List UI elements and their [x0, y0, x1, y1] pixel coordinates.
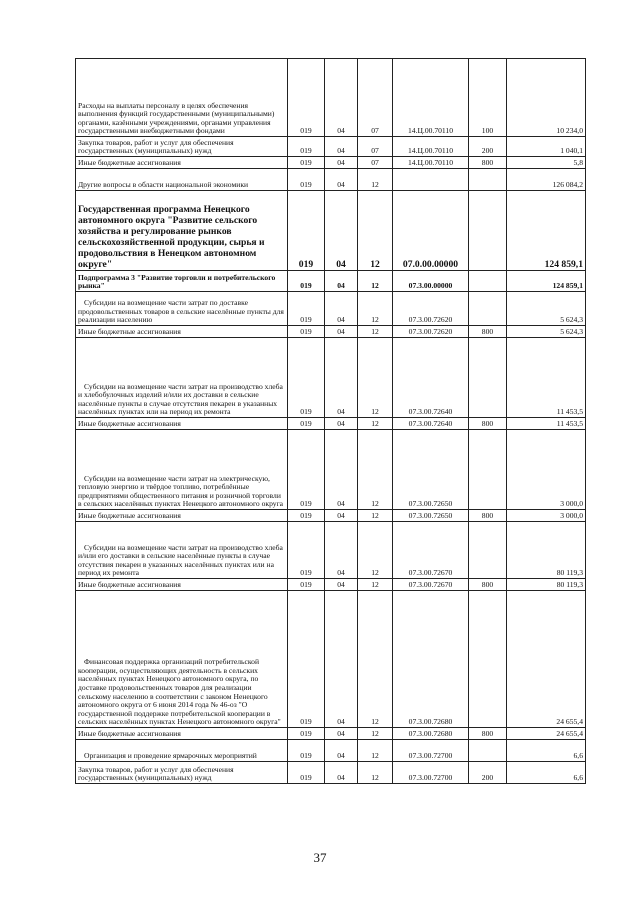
row-chapter: 019: [288, 326, 325, 338]
row-chapter: 019: [288, 510, 325, 522]
table-row: [76, 430, 586, 510]
row-chapter: 019: [288, 762, 325, 784]
row-subsection: 12: [358, 191, 393, 271]
row-section: 04: [325, 430, 358, 510]
row-target-article: 07.3.00.00000: [393, 271, 469, 292]
row-expense-type: [469, 522, 507, 579]
row-amount: 126 084,2: [507, 169, 586, 191]
table-row: [76, 157, 586, 169]
row-chapter: 019: [288, 418, 325, 430]
row-name: Закупка товаров, работ и услуг для обеспечения государственных (муниципальных) нужд: [76, 137, 288, 157]
row-expense-type: 200: [469, 137, 507, 157]
row-target-article: 14.Ц.00.70110: [393, 157, 469, 169]
row-amount: 11 453,5: [507, 338, 586, 418]
page-number: 37: [313, 850, 327, 865]
row-subsection: 12: [358, 522, 393, 579]
row-target-article: 07.3.00.72650: [393, 430, 469, 510]
row-name: Иные бюджетные ассигнования: [76, 728, 288, 740]
row-name: Иные бюджетные ассигнования: [76, 579, 288, 591]
row-target-article: 07.3.00.72650: [393, 510, 469, 522]
row-target-article: 07.3.00.72640: [393, 418, 469, 430]
row-name: Другие вопросы в области национальной экономики: [76, 169, 288, 191]
table-row: [76, 326, 586, 338]
row-name: Государственная программа Ненецкого автономного округа "Развитие сельского хозяйства и регулирование рынков сельскохозяйственной продукции, сырья и продовольствия в Ненецком автономном округе": [76, 191, 288, 271]
row-subsection: 07: [358, 157, 393, 169]
table-row: [76, 762, 586, 784]
row-target-article: 07.3.00.72620: [393, 292, 469, 326]
row-expense-type: [469, 430, 507, 510]
row-section: 04: [325, 157, 358, 169]
table-row: [76, 338, 586, 418]
row-target-article: 07.3.00.72680: [393, 728, 469, 740]
row-chapter: 019: [288, 430, 325, 510]
row-expense-type: 800: [469, 510, 507, 522]
row-amount: 3 000,0: [507, 430, 586, 510]
row-expense-type: [469, 591, 507, 728]
row-chapter: 019: [288, 338, 325, 418]
row-section: 04: [325, 137, 358, 157]
row-chapter: 019: [288, 579, 325, 591]
row-subsection: 12: [358, 271, 393, 292]
row-name: Организация и проведение ярмарочных мероприятий: [76, 740, 288, 762]
row-section: 04: [325, 591, 358, 728]
table-row: [76, 418, 586, 430]
row-name: Иные бюджетные ассигнования: [76, 510, 288, 522]
row-chapter: 019: [288, 292, 325, 326]
row-amount: 124 859,1: [507, 271, 586, 292]
row-subsection: 12: [358, 579, 393, 591]
row-target-article: 07.3.00.72700: [393, 762, 469, 784]
table-row: [76, 728, 586, 740]
row-section: 04: [325, 59, 358, 137]
row-chapter: 019: [288, 271, 325, 292]
row-amount: 80 119,3: [507, 579, 586, 591]
row-expense-type: [469, 271, 507, 292]
row-target-article: 07.3.00.72670: [393, 579, 469, 591]
row-chapter: 019: [288, 522, 325, 579]
row-section: 04: [325, 191, 358, 271]
row-name: Финансовая поддержка организаций потребительской кооперации, осуществляющих деятельность в сельских населённых пунктах Ненецкого автономного округа, по доставке продовольственных товаров для реализации сельскому населению в соответствии с законом Ненецкого автономного округа от 6 июня 2014 года № 46-оз "О государственной поддержке потребительской кооперации в сельских населённых пунктах Ненецкого автономного округа": [76, 591, 288, 728]
table-row: [76, 137, 586, 157]
row-name: Иные бюджетные ассигнования: [76, 157, 288, 169]
row-target-article: 14.Ц.00.70110: [393, 59, 469, 137]
row-subsection: 12: [358, 510, 393, 522]
row-amount: 5 624,3: [507, 292, 586, 326]
row-amount: 80 119,3: [507, 522, 586, 579]
row-amount: 124 859,1: [507, 191, 586, 271]
table-row: [76, 579, 586, 591]
row-name: Субсидии на возмещение части затрат по доставке продовольственных товаров в сельские населённые пункты для реализации населению: [76, 292, 288, 326]
row-amount: 11 453,5: [507, 418, 586, 430]
row-name: Субсидии на возмещение части затрат на производство хлеба и хлебобулочных изделий и/или их доставки в сельские населённые пункты в случае отсутствия пекарен в указанных населённых пунктах или на период их ремонта: [76, 338, 288, 418]
row-subsection: 07: [358, 137, 393, 157]
row-name: Иные бюджетные ассигнования: [76, 326, 288, 338]
row-section: 04: [325, 740, 358, 762]
row-name: Закупка товаров, работ и услуг для обеспечения государственных (муниципальных) нужд: [76, 762, 288, 784]
row-target-article: 07.3.00.72670: [393, 522, 469, 579]
row-subsection: 12: [358, 740, 393, 762]
row-chapter: 019: [288, 59, 325, 137]
row-section: 04: [325, 418, 358, 430]
row-expense-type: 800: [469, 728, 507, 740]
row-name: Расходы на выплаты персоналу в целях обеспечения выполнения функций государственными (муниципальными) органами, казёнными учреждениями, органами управления государственными внебюджетными фондами: [76, 59, 288, 137]
row-subsection: 12: [358, 338, 393, 418]
row-amount: 1 040,1: [507, 137, 586, 157]
row-section: 04: [325, 728, 358, 740]
row-section: 04: [325, 762, 358, 784]
row-amount: 5 624,3: [507, 326, 586, 338]
row-chapter: 019: [288, 169, 325, 191]
row-subsection: 12: [358, 430, 393, 510]
row-target-article: 07.0.00.00000: [393, 191, 469, 271]
row-section: 04: [325, 292, 358, 326]
row-section: 04: [325, 579, 358, 591]
row-amount: 10 234,0: [507, 59, 586, 137]
row-amount: 6,6: [507, 740, 586, 762]
row-section: 04: [325, 338, 358, 418]
row-chapter: 019: [288, 740, 325, 762]
row-target-article: 14.Ц.00.70110: [393, 137, 469, 157]
row-subsection: 12: [358, 169, 393, 191]
row-target-article: [393, 169, 469, 191]
row-expense-type: 800: [469, 579, 507, 591]
row-expense-type: [469, 740, 507, 762]
row-expense-type: [469, 169, 507, 191]
row-subsection: 12: [358, 292, 393, 326]
row-target-article: 07.3.00.72680: [393, 591, 469, 728]
row-chapter: 019: [288, 157, 325, 169]
row-amount: 3 000,0: [507, 510, 586, 522]
row-name: Подпрограмма 3 "Развитие торговли и потребительского рынка": [76, 271, 288, 292]
table-row: [76, 740, 586, 762]
table-row: [76, 271, 586, 292]
row-expense-type: [469, 191, 507, 271]
row-section: 04: [325, 510, 358, 522]
table-row: [76, 191, 586, 271]
row-section: 04: [325, 522, 358, 579]
row-subsection: 12: [358, 762, 393, 784]
row-target-article: 07.3.00.72620: [393, 326, 469, 338]
row-subsection: 12: [358, 418, 393, 430]
row-amount: 24 655,4: [507, 591, 586, 728]
row-name: Субсидии на возмещение части затрат на электрическую, тепловую энергию и твёрдое топливо, потреблённые предприятиями общественного питания и розничной торговли в сельских населённых пунктах Ненецкого автономного округа: [76, 430, 288, 510]
row-subsection: 12: [358, 326, 393, 338]
row-section: 04: [325, 169, 358, 191]
table-row: [76, 510, 586, 522]
table-row: [76, 522, 586, 579]
row-subsection: 12: [358, 591, 393, 728]
row-chapter: 019: [288, 728, 325, 740]
row-expense-type: 800: [469, 326, 507, 338]
row-section: 04: [325, 271, 358, 292]
row-expense-type: [469, 338, 507, 418]
row-chapter: 019: [288, 137, 325, 157]
row-expense-type: 800: [469, 157, 507, 169]
row-subsection: 07: [358, 59, 393, 137]
row-name: Субсидии на возмещение части затрат на производство хлеба и/или его доставки в сельские населённые пункты в случае отсутствия пекарен в указанных населённых пунктах или на период их ремонта: [76, 522, 288, 579]
budget-table: [75, 58, 586, 784]
row-amount: 5,8: [507, 157, 586, 169]
table-row: [76, 591, 586, 728]
row-section: 04: [325, 326, 358, 338]
row-chapter: 019: [288, 191, 325, 271]
row-expense-type: 100: [469, 59, 507, 137]
row-chapter: 019: [288, 591, 325, 728]
row-amount: 6,6: [507, 762, 586, 784]
row-name: Иные бюджетные ассигнования: [76, 418, 288, 430]
row-expense-type: [469, 292, 507, 326]
table-row: [76, 59, 586, 137]
row-amount: 24 655,4: [507, 728, 586, 740]
table-row: [76, 169, 586, 191]
row-target-article: 07.3.00.72700: [393, 740, 469, 762]
row-subsection: 12: [358, 728, 393, 740]
row-expense-type: 800: [469, 418, 507, 430]
row-target-article: 07.3.00.72640: [393, 338, 469, 418]
table-row: [76, 292, 586, 326]
row-expense-type: 200: [469, 762, 507, 784]
